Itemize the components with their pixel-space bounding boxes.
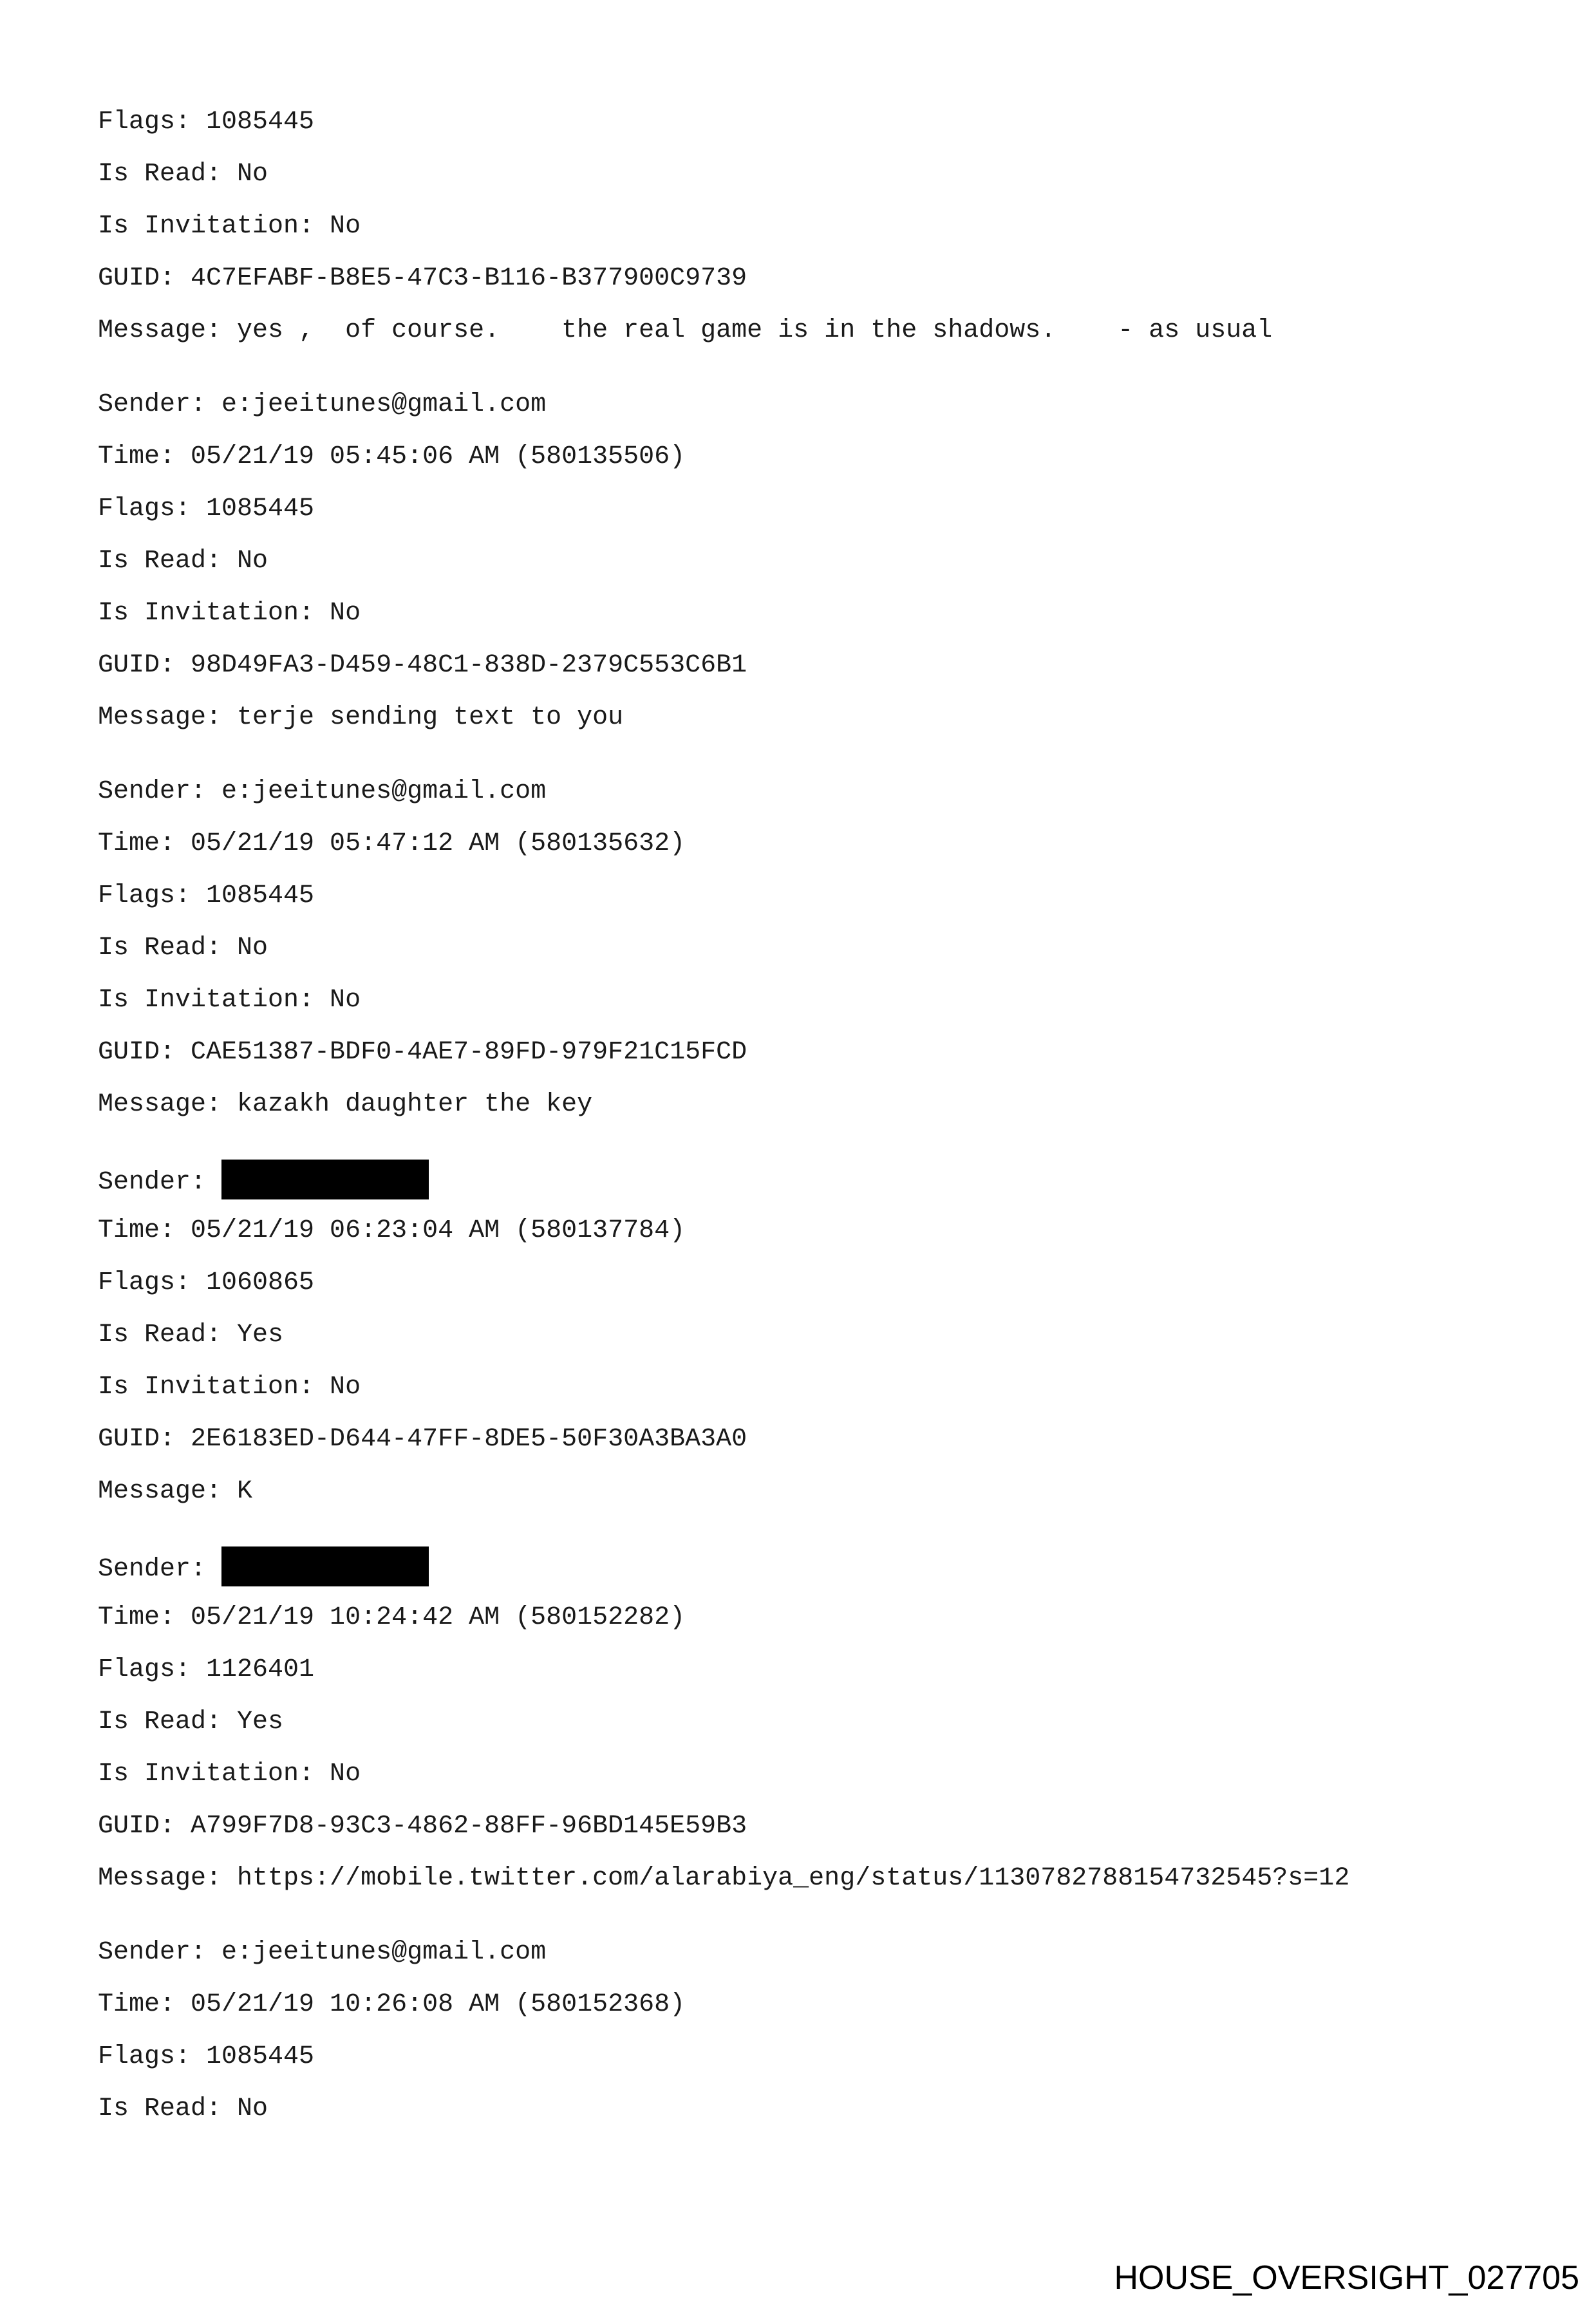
is-read-line: Is Read: No <box>98 160 268 189</box>
redaction-box <box>221 1546 429 1586</box>
is-invitation-line: Is Invitation: No <box>98 212 361 241</box>
message-line: Message: https://mobile.twitter.com/alarabiya_eng/status/1130782788154732545?s=12 <box>98 1864 1350 1893</box>
flags-line: Flags: 1085445 <box>98 881 315 910</box>
time-line: Time: 05/21/19 05:47:12 AM (580135632) <box>98 829 686 858</box>
message-log <box>98 103 1349 2142</box>
record-separator <box>98 751 1349 773</box>
record-separator <box>98 1912 1349 1933</box>
record-separator <box>98 1525 1349 1546</box>
flags-line: Flags: 1060865 <box>98 1268 315 1297</box>
guid-line: GUID: 2E6183ED-D644-47FF-8DE5-50F30A3BA3A0 <box>98 1425 747 1454</box>
message-line: Message: yes , of course. the real game is in the shadows. - as usual <box>98 316 1273 345</box>
record-separator <box>98 364 1349 386</box>
is-invitation-line: Is Invitation: No <box>98 599 361 628</box>
sender-label: Sender: <box>98 1168 222 1197</box>
is-invitation-line: Is Invitation: No <box>98 1760 361 1789</box>
bates-number: HOUSE_OVERSIGHT_027705 <box>1114 2259 1579 2297</box>
message-record <box>98 1160 1349 1525</box>
is-invitation-line: Is Invitation: No <box>98 1373 361 1402</box>
message-record <box>98 773 1349 1138</box>
time-line: Time: 05/21/19 10:26:08 AM (580152368) <box>98 1990 686 2019</box>
message-record <box>98 1546 1349 1912</box>
flags-line: Flags: 1085445 <box>98 494 315 523</box>
sender-line <box>98 1160 1349 1212</box>
is-read-line: Is Read: No <box>98 934 268 963</box>
redaction-box <box>221 1160 429 1199</box>
is-read-line: Is Read: Yes <box>98 1321 284 1349</box>
time-line: Time: 05/21/19 06:23:04 AM (580137784) <box>98 1216 686 1245</box>
guid-line: GUID: A799F7D8-93C3-4862-88FF-96BD145E59B3 <box>98 1812 747 1841</box>
guid-line: GUID: CAE51387-BDF0-4AE7-89FD-979F21C15FCD <box>98 1038 747 1067</box>
sender-label: Sender: <box>98 1555 222 1584</box>
is-invitation-line: Is Invitation: No <box>98 986 361 1015</box>
sender-line: Sender: e:jeeitunes@gmail.com <box>98 390 547 419</box>
is-read-line: Is Read: Yes <box>98 1707 284 1736</box>
time-line: Time: 05/21/19 05:45:06 AM (580135506) <box>98 442 686 471</box>
sender-line: Sender: e:jeeitunes@gmail.com <box>98 1938 547 1967</box>
message-line: Message: terje sending text to you <box>98 703 624 732</box>
is-read-line: Is Read: No <box>98 547 268 576</box>
sender-line <box>98 1546 1349 1599</box>
guid-line: GUID: 98D49FA3-D459-48C1-838D-2379C553C6B1 <box>98 651 747 680</box>
message-record <box>98 386 1349 751</box>
message-record <box>98 103 1349 364</box>
flags-line: Flags: 1126401 <box>98 1655 315 1684</box>
message-line: Message: kazakh daughter the key <box>98 1090 593 1119</box>
flags-line: Flags: 1085445 <box>98 2042 315 2071</box>
flags-line: Flags: 1085445 <box>98 108 315 136</box>
sender-line: Sender: e:jeeitunes@gmail.com <box>98 777 547 806</box>
message-line: Message: K <box>98 1477 253 1506</box>
message-record <box>98 1933 1349 2142</box>
record-separator <box>98 1138 1349 1160</box>
time-line: Time: 05/21/19 10:24:42 AM (580152282) <box>98 1603 686 1632</box>
guid-line: GUID: 4C7EFABF-B8E5-47C3-B116-B377900C9739 <box>98 264 747 293</box>
is-read-line: Is Read: No <box>98 2094 268 2123</box>
